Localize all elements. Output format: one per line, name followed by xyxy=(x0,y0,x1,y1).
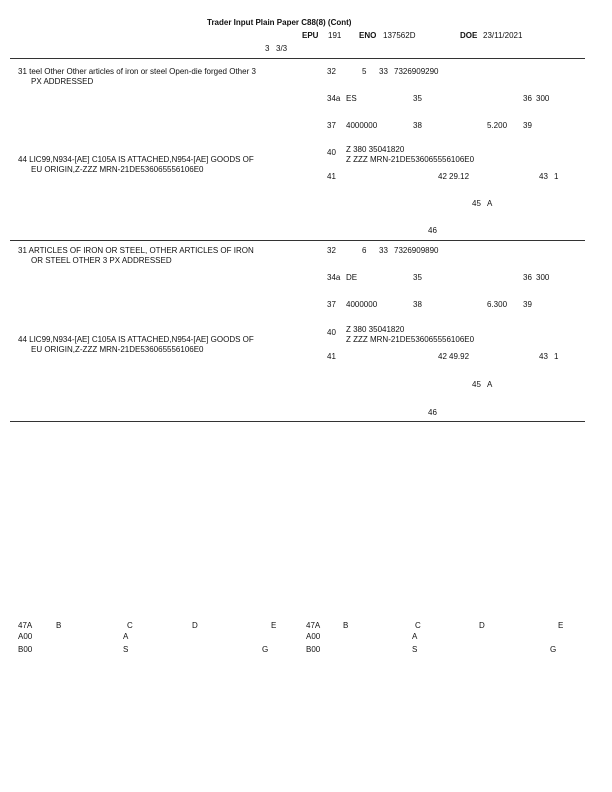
item-price: 49.92 xyxy=(449,352,470,361)
net-mass: 5.200 xyxy=(487,121,508,130)
adjustment-value: A xyxy=(487,380,493,389)
box-46-label: 46 xyxy=(428,408,437,417)
previous-document: Z 380 35041820 xyxy=(346,325,405,334)
epu-value: 191 xyxy=(328,31,342,40)
valuation-method: 1 xyxy=(554,172,559,181)
box-32-label: 32 xyxy=(327,246,336,255)
box-32-label: 32 xyxy=(327,67,336,76)
cpc-code: 4000000 xyxy=(346,121,378,130)
goods-description: 31 teel Other Other articles of iron or steel Open-die forged Other 3 xyxy=(18,67,256,76)
tax-type-code: B00 xyxy=(306,645,321,654)
tax-header-d: D xyxy=(192,621,198,630)
tax-header-e: E xyxy=(271,621,277,630)
tax-header-e: E xyxy=(558,621,564,630)
tax-method: A xyxy=(412,632,418,641)
doe-value: 23/11/2021 xyxy=(483,31,523,40)
net-mass: 6.300 xyxy=(487,300,508,309)
box-37-label: 37 xyxy=(327,121,336,130)
box-36-label: 36 xyxy=(523,94,532,103)
tax-method: S xyxy=(123,645,129,654)
divider xyxy=(10,58,585,59)
eno-label: ENO xyxy=(359,31,377,40)
box-36-value: 300 xyxy=(536,273,550,282)
goods-description: 31 ARTICLES OF IRON OR STEEL, OTHER ARTICLES OF IRON xyxy=(18,246,254,255)
box-41-label: 41 xyxy=(327,352,336,361)
box-33-label: 33 xyxy=(379,246,388,255)
adjustment-value: A xyxy=(487,199,493,208)
goods-description-cont: PX ADDRESSED xyxy=(31,77,94,86)
box-40-label: 40 xyxy=(327,148,336,157)
box-36-value: 300 xyxy=(536,94,550,103)
divider xyxy=(10,240,585,241)
tax-header-c: C xyxy=(415,621,421,630)
box-33-label: 33 xyxy=(379,67,388,76)
tax-header-47a: 47A xyxy=(18,621,33,630)
box-39-label: 39 xyxy=(523,121,532,130)
box-45-label: 45 xyxy=(472,199,481,208)
epu-label: EPU xyxy=(302,31,319,40)
divider xyxy=(10,421,585,422)
previous-document-mrn: Z ZZZ MRN-21DE536065556106E0 xyxy=(346,155,475,164)
box-34a-label: 34a xyxy=(327,273,341,282)
origin-country: DE xyxy=(346,273,358,282)
box-35-label: 35 xyxy=(413,273,422,282)
box-42-label: 42 xyxy=(438,172,447,181)
box-38-label: 38 xyxy=(413,121,422,130)
previous-document-mrn: Z ZZZ MRN-21DE536065556106E0 xyxy=(346,335,475,344)
commodity-code: 7326909890 xyxy=(394,246,439,255)
page-count: 3/3 xyxy=(276,44,288,53)
box-40-label: 40 xyxy=(327,328,336,337)
box-37-label: 37 xyxy=(327,300,336,309)
tax-header-47a: 47A xyxy=(306,621,321,630)
additional-info: 44 LIC99,N934-[AE] C105A IS ATTACHED,N954-[AE] GOODS OF xyxy=(18,335,254,344)
item-price: 29.12 xyxy=(449,172,470,181)
tax-header-b: B xyxy=(343,621,349,630)
box-36-label: 36 xyxy=(523,273,532,282)
valuation-method: 1 xyxy=(554,352,559,361)
goods-description-cont: OR STEEL OTHER 3 PX ADDRESSED xyxy=(31,256,172,265)
tax-header-d: D xyxy=(479,621,485,630)
cpc-code: 4000000 xyxy=(346,300,378,309)
previous-document: Z 380 35041820 xyxy=(346,145,405,154)
box-35-label: 35 xyxy=(413,94,422,103)
box-43-label: 43 xyxy=(539,172,548,181)
box-34a-label: 34a xyxy=(327,94,341,103)
payment-method: G xyxy=(550,645,557,654)
tax-method: A xyxy=(123,632,129,641)
tax-header-c: C xyxy=(127,621,133,630)
item-number: 5 xyxy=(362,67,367,76)
box-39-label: 39 xyxy=(523,300,532,309)
tax-type-code: B00 xyxy=(18,645,33,654)
doe-label: DOE xyxy=(460,31,478,40)
tax-type-code: A00 xyxy=(306,632,321,641)
tax-type-code: A00 xyxy=(18,632,33,641)
additional-info-cont: EU ORIGIN,Z-ZZZ MRN-21DE536065556106E0 xyxy=(31,345,204,354)
box-42-label: 42 xyxy=(438,352,447,361)
eno-value: 137562D xyxy=(383,31,416,40)
item-number: 6 xyxy=(362,246,367,255)
document-title: Trader Input Plain Paper C88(8) (Cont) xyxy=(207,18,352,27)
origin-country: ES xyxy=(346,94,357,103)
tax-method: S xyxy=(412,645,418,654)
commodity-code: 7326909290 xyxy=(394,67,439,76)
tax-header-b: B xyxy=(56,621,62,630)
payment-method: G xyxy=(262,645,269,654)
page-number: 3 xyxy=(265,44,270,53)
box-46-label: 46 xyxy=(428,226,437,235)
box-41-label: 41 xyxy=(327,172,336,181)
box-38-label: 38 xyxy=(413,300,422,309)
additional-info: 44 LIC99,N934-[AE] C105A IS ATTACHED,N954-[AE] GOODS OF xyxy=(18,155,254,164)
box-43-label: 43 xyxy=(539,352,548,361)
box-45-label: 45 xyxy=(472,380,481,389)
additional-info-cont: EU ORIGIN,Z-ZZZ MRN-21DE536065556106E0 xyxy=(31,165,204,174)
